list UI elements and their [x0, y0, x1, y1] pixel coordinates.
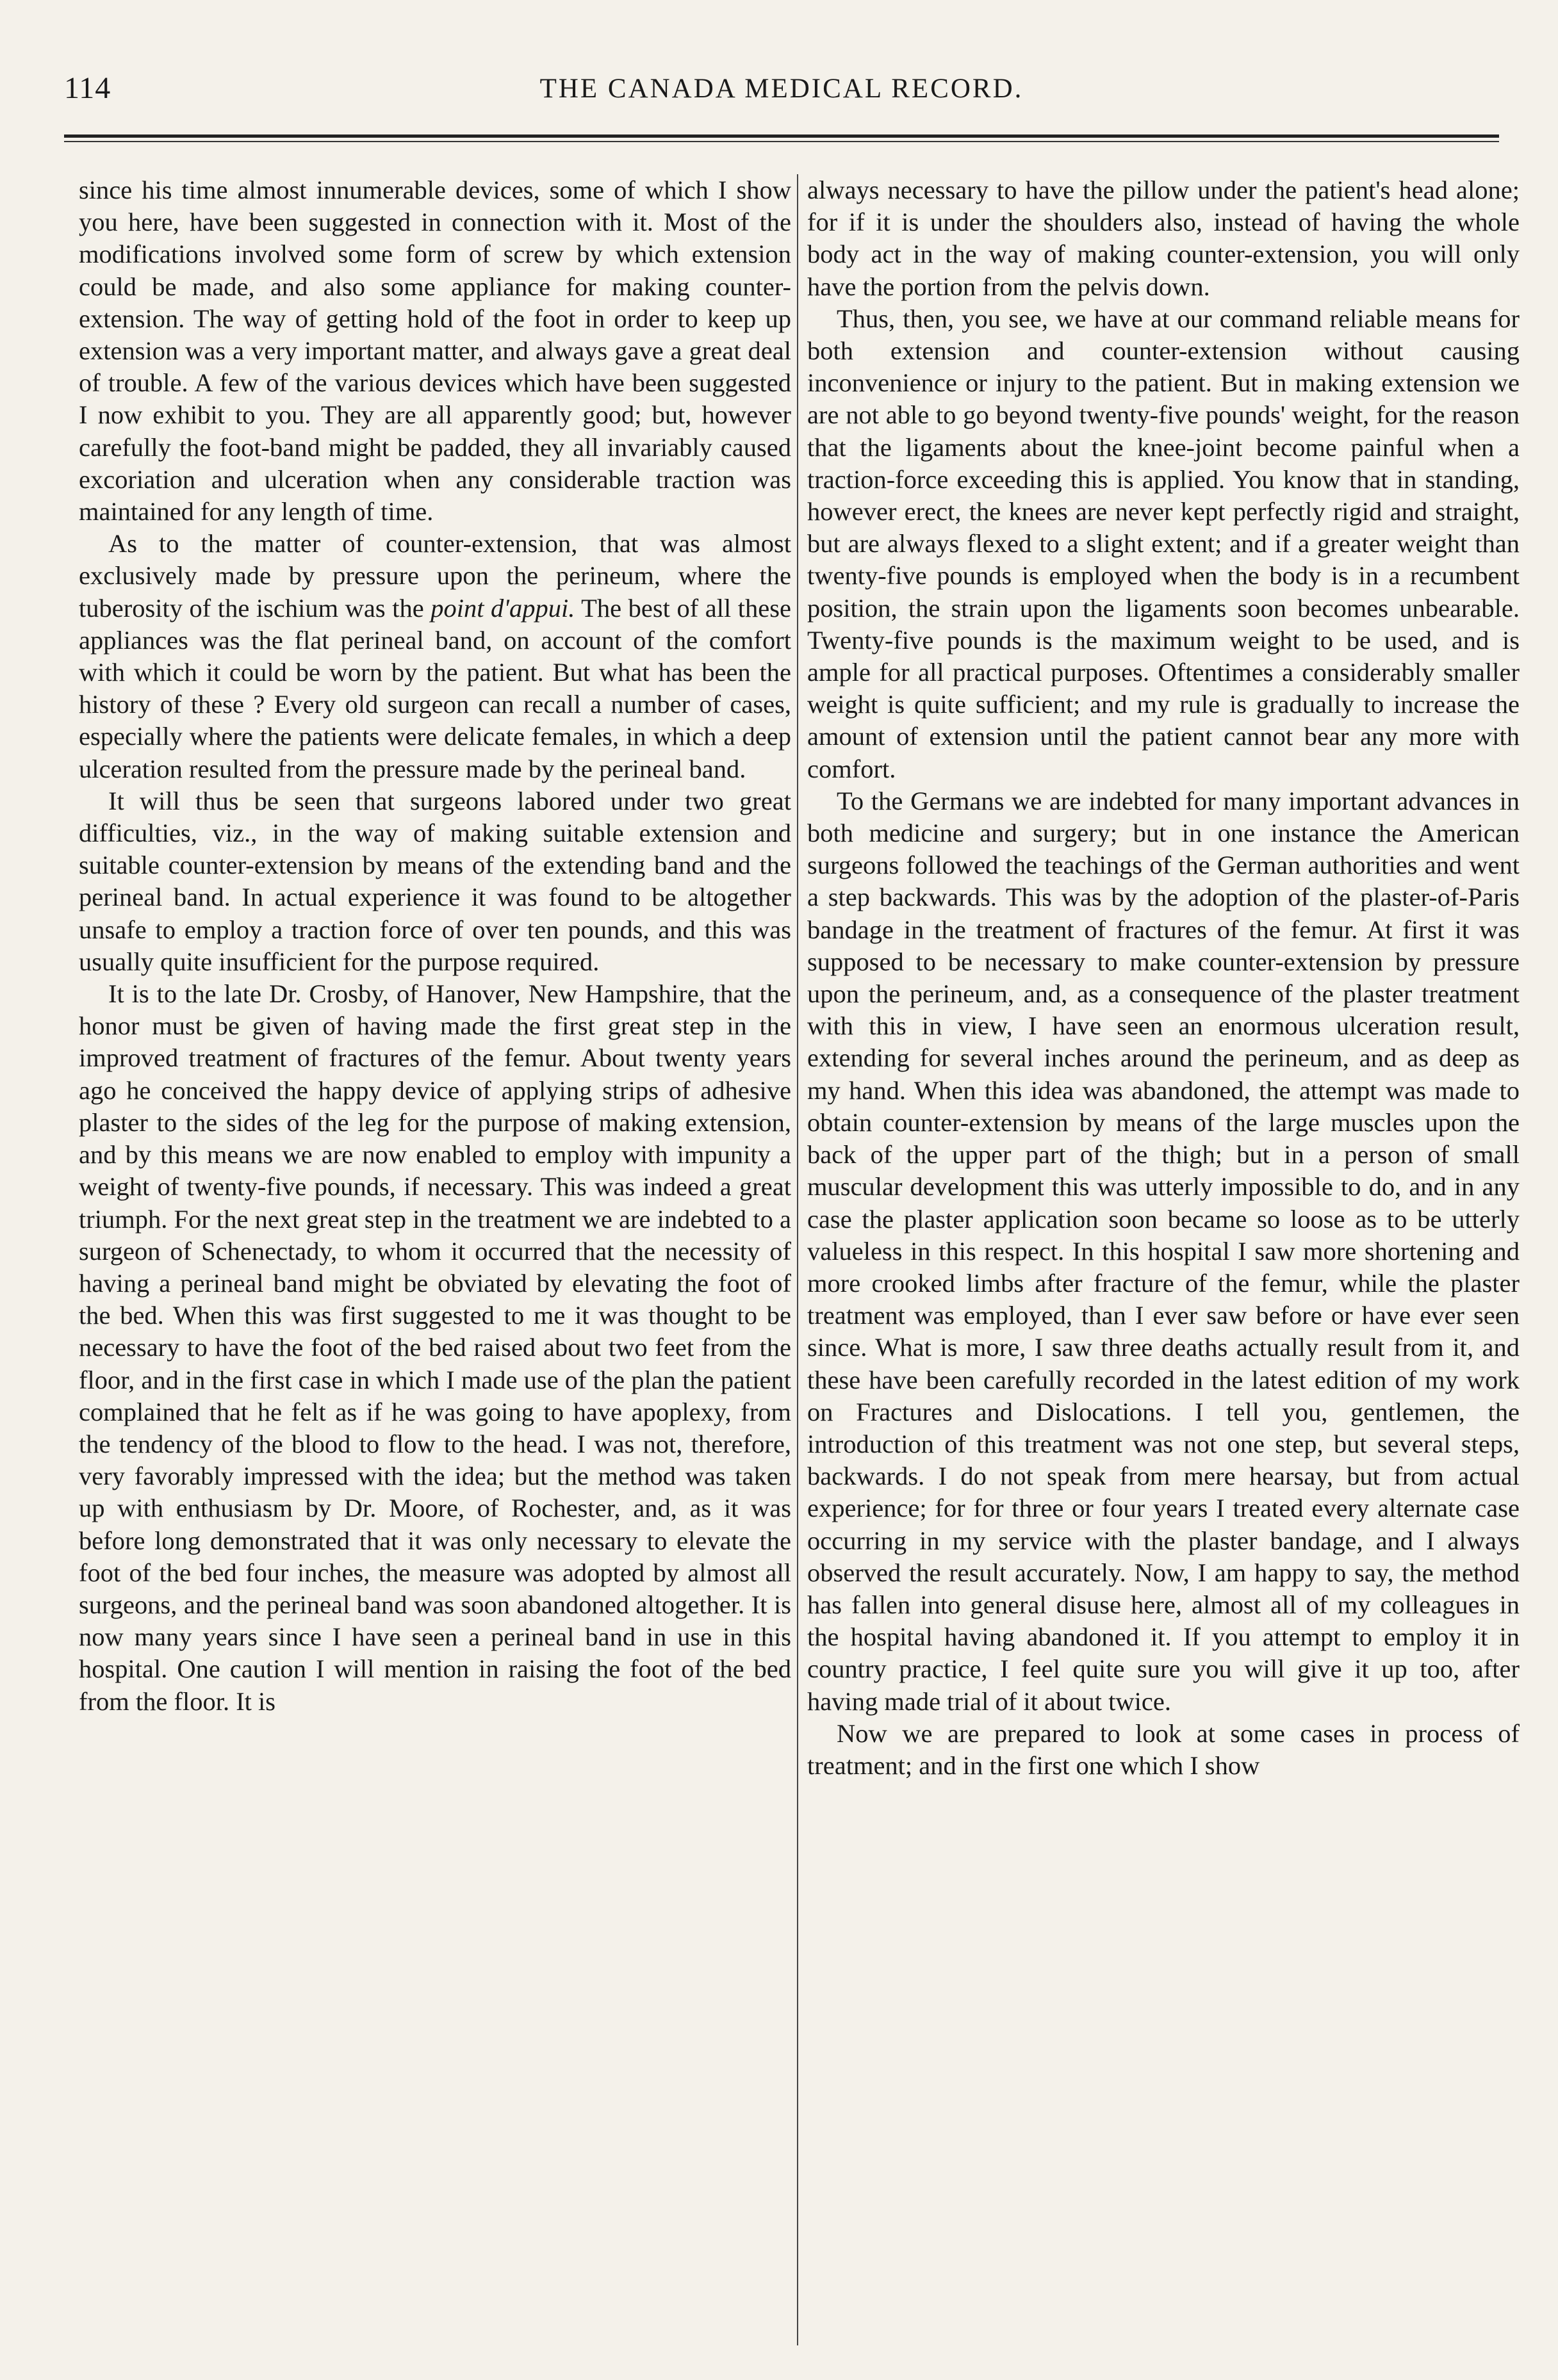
paragraph: since his time almost innumerable devices, some of which I show you here, have been suggested in connection with it. Most of the modifications involved some form of screw by which extension could be made, and also some appliance for making counter-extension. The way of getting hold of the foot in order to keep up extension was a very important matter, and always gave a great deal of trouble. A few of the various devices which have been suggested I now exhibit to you. They are all apparently good; but, however carefully the foot-band might be padded, they all invariably caused excoriation and ulceration when any considerable traction was maintained for any length of time.	[79, 175, 791, 526]
paragraph	[79, 528, 791, 785]
left-column	[79, 174, 791, 2345]
paragraph-text: As to the matter of counter-extension, that was almost exclusively made by pressure upon the perineum, where the tuberosity of the ischium was the	[79, 529, 791, 623]
paragraph: always necessary to have the pillow under the patient's head alone; for if it is under the shoulders also, instead of having the whole body act in the way of making counter-extension, you will only have the portion from the pelvis down.	[807, 175, 1520, 301]
paragraph: Thus, then, you see, we have at our command reliable means for both extension and counter-extension without causing inconvenience or injury to the patient. But in making extension we are not able to go beyond twenty-five pounds' weight, for the reason that the ligaments about the knee-joint become painful when a traction-force exceeding this is applied. You know that in standing, however erect, the knees are never kept perfectly rigid and straight, but are always flexed to a slight extent; and if a greater weight than twenty-five pounds is employed when the body is in a recumbent position, the strain upon the ligaments soon becomes unbearable. Twenty-five pounds is the maximum weight to be used, and is ample for all practical purposes. Oftentimes a considerably smaller weight is quite sufficient; and my rule is gradually to increase the amount of extension until the patient cannot bear any more with comfort.	[807, 304, 1520, 783]
italic-phrase: point d'appui.	[430, 593, 575, 623]
running-title: THE CANADA MEDICAL RECORD.	[539, 74, 1024, 104]
paragraph: To the Germans we are indebted for many important advances in both medicine and surgery; but in one instance the American surgeons followed the teachings of the German authorities and went a step backwards. This was by the adoption of the plaster-of-Paris bandage in the treatment of fractures of the femur. At first it was supposed to be necessary to make counter-extension by pressure upon the perineum, and, as a consequence of the plaster treatment with this in view, I have seen an enormous ulceration result, extending for several inches around the perineum, and as deep as my hand. When this idea was abandoned, the attempt was made to obtain counter-extension by means of the large muscles upon the back of the upper part of the thigh; but in a person of small muscular development this was utterly impossible to do, and in any case the plaster application soon became so loose as to be utterly valueless in this respect. In this hospital I saw more shortening and more crooked limbs after fracture of the femur, while the plaster treatment was employed, than I ever saw before or have ever seen since. What is more, I saw three deaths actually result from it, and these have been carefully recorded in the latest edition of my work on Fractures and Dislocations. I tell you, gentlemen, the introduction of this treatment was not one step, but several steps, backwards. I do not speak from mere hearsay, but from actual experience; for for three or four years I treated every alternate case occurring in my service with the plaster bandage, and I always observed the result accurately. Now, I am happy to say, the method has fallen into general disuse here, almost all of my colleagues in the hospital having abandoned it. If you attempt to employ it in country practice, I feel quite sure you will give it up too, after having made trial of it about twice.	[807, 786, 1520, 1716]
page-number: 114	[64, 71, 111, 105]
page-header	[64, 70, 1499, 115]
column-divider	[797, 174, 798, 2345]
paragraph: Now we are prepared to look at some cases in process of treatment; and in the first one which I show	[807, 1718, 1520, 1780]
header-rule-thick	[64, 134, 1499, 138]
right-column	[807, 174, 1520, 2345]
paragraph-text: The best of all these appliances was the flat perineal band, on account of the comfort with which it could be worn by the patient. But what has been the history of these ? Every old surgeon can recall a number of cases, especially where the patients were delicate females, in which a deep ulceration resulted from the pressure made by the perineal band.	[79, 593, 791, 783]
paragraph: It is to the late Dr. Crosby, of Hanover, New Hampshire, that the honor must be given of having made the first great step in the improved treatment of fractures of the femur. About twenty years ago he conceived the happy device of applying strips of adhesive plaster to the sides of the leg for the purpose of making extension, and by this means we are now enabled to employ with impunity a weight of twenty-five pounds, if necessary. This was indeed a great triumph. For the next great step in the treatment we are indebted to a surgeon of Schenectady, to whom it occurred that the necessity of having a perineal band might be obviated by elevating the foot of the bed. When this was first suggested to me it was thought to be necessary to have the foot of the bed raised about two feet from the floor, and in the first case in which I made use of the plan the patient complained that he felt as if he was going to have apoplexy, from the tendency of the blood to flow to the head. I was not, therefore, very favorably impressed with the idea; but the method was taken up with enthusiasm by Dr. Moore, of Rochester, and, as it was before long demonstrated that it was only necessary to elevate the foot of the bed four inches, the measure was adopted by almost all surgeons, and the perineal band was soon abandoned altogether. It is now many years since I have seen a perineal band in use in this hospital. One caution I will mention in raising the foot of the bed from the floor. It is	[79, 979, 791, 1716]
header-rule-thin	[64, 141, 1499, 142]
paragraph: It will thus be seen that surgeons labored under two great difficulties, viz., in the way of making suitable extension and suitable counter-extension by means of the extending band and the perineal band. In actual experience it was found to be altogether unsafe to employ a traction force of over ten pounds, and this was usually quite insufficient for the purpose required.	[79, 786, 791, 976]
